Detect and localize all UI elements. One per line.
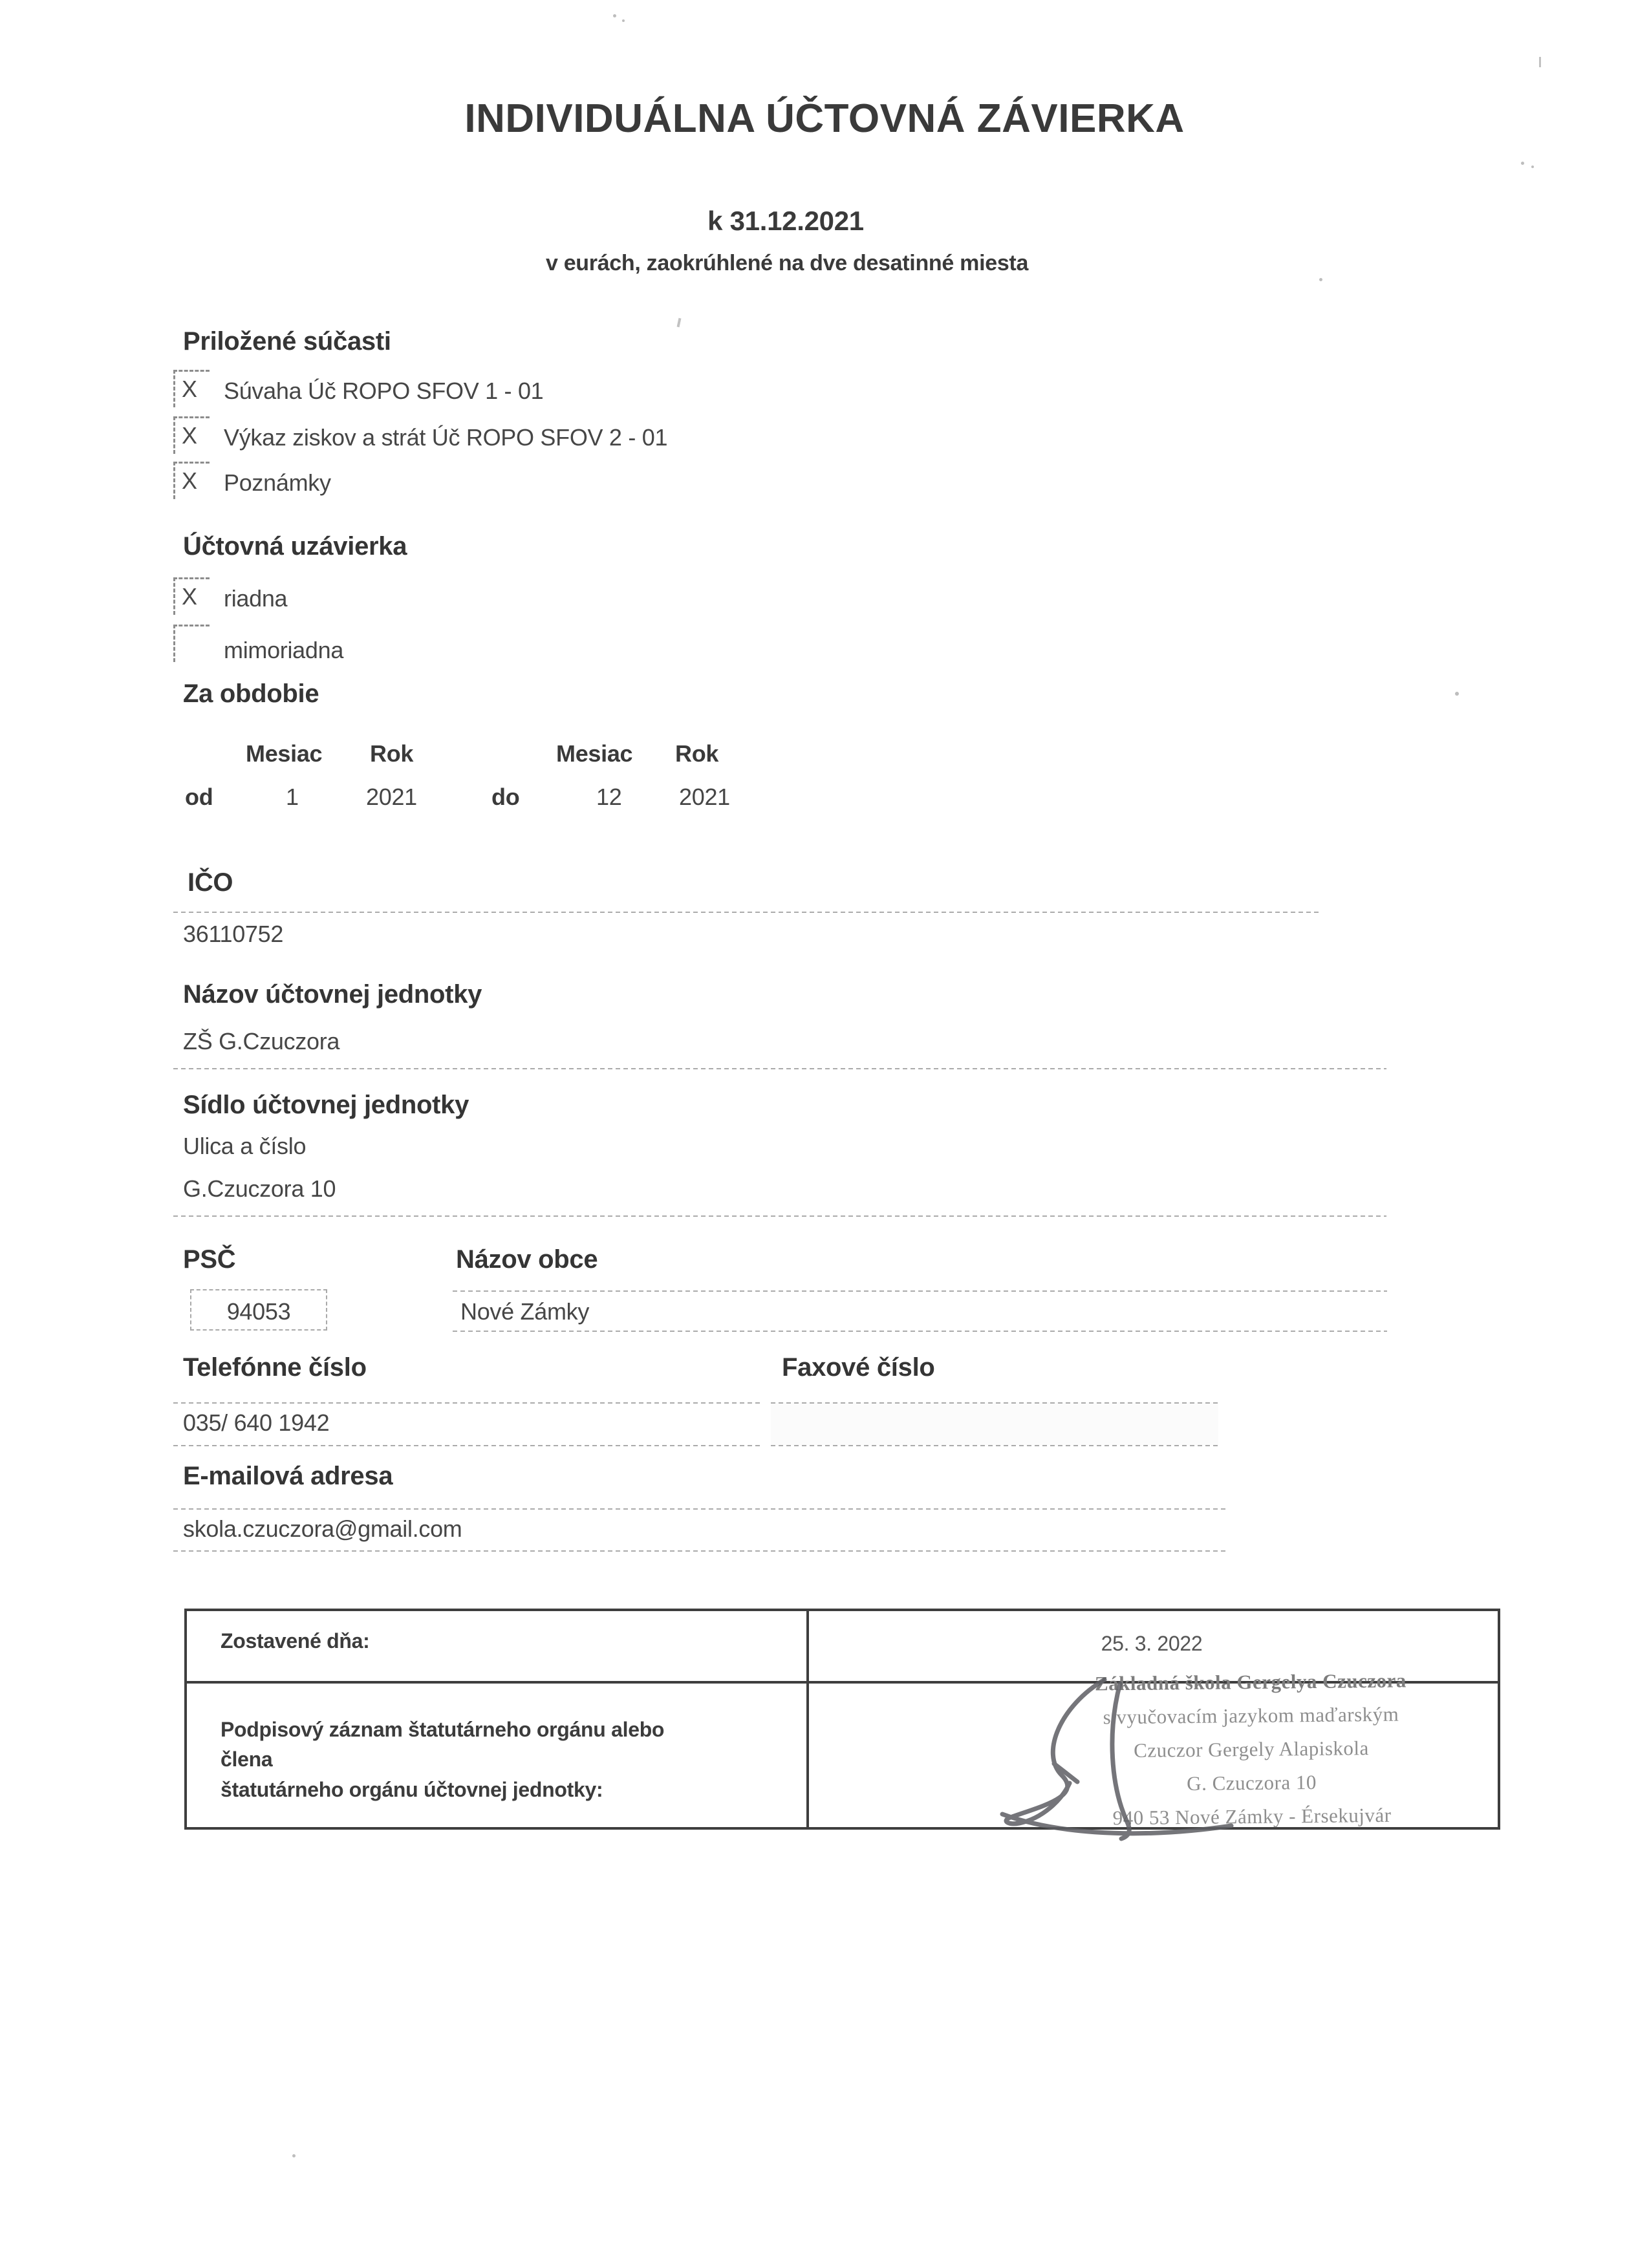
period-to-label: do	[491, 784, 520, 810]
street-label: Ulica a číslo	[183, 1133, 307, 1159]
email-field-topline	[173, 1508, 1229, 1510]
phone-value: 035/ 640 1942	[183, 1409, 330, 1436]
checkbox-vykaz-mark: X	[182, 422, 197, 449]
entity-name-heading: Názov účtovnej jednotky	[183, 980, 482, 1009]
scan-artifact	[622, 19, 625, 22]
fax-field	[771, 1402, 1218, 1445]
fax-field-topline	[771, 1402, 1218, 1404]
town-value: Nové Zámky	[460, 1298, 590, 1325]
scan-artifact	[1531, 166, 1534, 168]
rounding-note: v eurách, zaokrúhlené na dve desatinné miesta	[545, 251, 1029, 275]
phone-label: Telefónne číslo	[183, 1353, 367, 1382]
period-from-year: 2021	[366, 784, 417, 810]
scan-artifact	[1539, 57, 1541, 67]
stamp-line-3: Czuczor Gergely Alapiskola	[1133, 1737, 1369, 1762]
checkbox-suvaha	[173, 370, 210, 407]
stamp-line-2: s vyučovacím jazykom maďarským	[1103, 1702, 1399, 1729]
page-title: INDIVIDUÁLNA ÚČTOVNÁ ZÁVIERKA	[464, 96, 1185, 141]
checkbox-poznamky-mark: X	[182, 467, 197, 494]
checkbox-mimoriadna	[173, 625, 210, 662]
stamp-line-4: G. Czuczora 10	[1187, 1770, 1317, 1795]
signatory-label-line2: štatutárneho orgánu účtovnej jednotky:	[221, 1777, 603, 1801]
checkbox-suvaha-mark: X	[182, 376, 197, 402]
ico-underline	[173, 912, 1319, 913]
compiled-on-label: Zostavené dňa:	[221, 1629, 370, 1653]
stamp-line-1: Základná škola Gergelya Czuczora	[1094, 1669, 1406, 1695]
period-to-month: 12	[596, 784, 622, 810]
checkbox-poznamky	[173, 462, 210, 499]
scan-artifact	[292, 2154, 296, 2157]
scan-artifact	[1521, 162, 1524, 165]
period-month-label-2: Mesiac	[556, 740, 633, 767]
psc-field: 94053	[190, 1289, 327, 1331]
fax-label: Faxové číslo	[782, 1353, 935, 1382]
email-field-bottomline	[173, 1550, 1229, 1552]
scan-artifact	[613, 14, 616, 17]
address-heading: Sídlo účtovnej jednotky	[183, 1091, 469, 1119]
ico-value: 36110752	[183, 921, 284, 947]
town-field-bottomline	[453, 1331, 1387, 1332]
fax-field-bottomline	[771, 1445, 1218, 1446]
signatory-label-line1: Podpisový záznam štatutárneho orgánu alebo člena	[221, 1718, 665, 1771]
email-value: skola.czuczora@gmail.com	[183, 1515, 462, 1542]
attachment-label-poznamky: Poznámky	[224, 469, 331, 496]
period-year-label-2: Rok	[675, 740, 719, 767]
closing-label-riadna: riadna	[224, 585, 288, 612]
town-label: Názov obce	[456, 1245, 598, 1274]
attachment-label-vykaz: Výkaz ziskov a strát Úč ROPO SFOV 2 - 01	[224, 424, 668, 451]
phone-field-bottomline	[173, 1445, 763, 1446]
attachments-heading: Priložené súčasti	[183, 327, 391, 356]
period-to-year: 2021	[679, 784, 730, 810]
scan-artifact	[1319, 278, 1322, 281]
town-field-topline	[453, 1290, 1387, 1292]
scan-artifact	[1455, 692, 1459, 696]
checkbox-riadna-mark: X	[182, 583, 197, 610]
entity-name-value: ZŠ G.Czuczora	[183, 1028, 340, 1054]
scan-artifact	[677, 318, 682, 328]
closing-label-mimoriadna: mimoriadna	[224, 637, 344, 663]
handwritten-signature	[957, 1655, 1293, 1862]
signatory-label	[221, 1715, 673, 1804]
email-label: E-mailová adresa	[183, 1462, 393, 1490]
as-of-date: k 31.12.2021	[707, 206, 864, 236]
phone-field-topline	[173, 1402, 763, 1404]
period-month-label-1: Mesiac	[246, 740, 323, 767]
stamp-line-5: 940 53 Nové Zámky - Érsekujvár	[1112, 1803, 1392, 1830]
street-value: G.Czuczora 10	[183, 1175, 336, 1202]
psc-label: PSČ	[183, 1245, 236, 1274]
period-from-label: od	[185, 784, 213, 810]
compiled-on-date: 25. 3. 2022	[1101, 1632, 1203, 1655]
period-year-label-1: Rok	[370, 740, 414, 767]
period-heading: Za obdobie	[183, 679, 319, 708]
entity-name-underline	[173, 1068, 1386, 1069]
street-underline	[173, 1215, 1386, 1217]
checkbox-riadna	[173, 577, 210, 615]
attachment-label-suvaha: Súvaha Úč ROPO SFOV 1 - 01	[224, 378, 544, 404]
period-from-month: 1	[286, 784, 299, 810]
checkbox-vykaz	[173, 416, 210, 454]
ico-heading: IČO	[188, 868, 233, 897]
closing-heading: Účtovná uzávierka	[183, 532, 407, 561]
